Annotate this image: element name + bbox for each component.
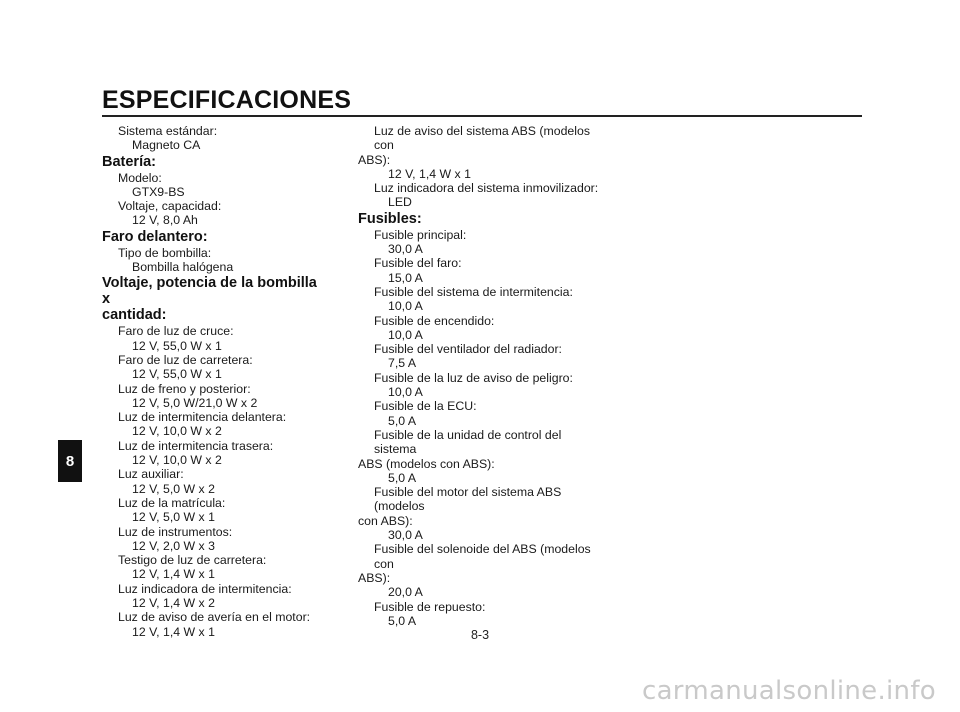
list-item <box>358 371 602 400</box>
spec-label: Fusible del sistema de intermitencia: <box>374 284 573 299</box>
spec-value: 20,0 A <box>388 585 423 600</box>
spec-value: 12 V, 5,0 W x 2 <box>132 481 215 496</box>
list-item <box>102 382 324 411</box>
spec-label: Fusible de la luz de aviso de peligro: <box>374 370 573 385</box>
list-item <box>102 582 324 611</box>
list-item <box>102 496 324 525</box>
list-item <box>102 353 324 382</box>
spec-value: 12 V, 1,4 W x 1 <box>388 166 471 181</box>
bulb-list <box>102 324 324 639</box>
list-item <box>358 342 602 371</box>
spec-value: 12 V, 5,0 W/21,0 W x 2 <box>132 395 258 410</box>
spec-value: 10,0 A <box>388 299 423 314</box>
spec-value: 7,5 A <box>388 356 417 371</box>
list-item <box>358 485 602 542</box>
spec-label: Fusible de la ECU: <box>374 399 477 414</box>
section-heading-line: cantidad: <box>102 307 167 324</box>
spec-label: Sistema estándar: <box>118 124 218 138</box>
list-item <box>358 542 602 599</box>
spec-label: Fusible de la unidad de control del sistema <box>374 427 562 457</box>
list-item <box>102 553 324 582</box>
spec-value: 5,0 A <box>388 470 417 485</box>
spec-value: 10,0 A <box>388 327 423 342</box>
spec-label: Luz de la matrícula: <box>118 495 226 510</box>
section-heading-fusibles: Fusibles: <box>358 210 422 227</box>
spec-label: Luz de aviso del sistema ABS (modelos con <box>374 124 590 153</box>
list-item <box>358 181 602 210</box>
spec-label-continuation: ABS): <box>358 152 391 167</box>
fuse-list <box>358 228 602 428</box>
spec-label: Luz de freno y posterior: <box>118 381 251 396</box>
left-column <box>102 124 324 639</box>
spec-label: Fusible del faro: <box>374 256 462 271</box>
list-item <box>102 467 324 496</box>
list-item <box>358 124 602 181</box>
spec-value: 5,0 A <box>388 413 417 428</box>
spec-label: Faro de luz de carretera: <box>118 352 253 367</box>
spec-label: Fusible del motor del sistema ABS (modelos <box>374 485 562 514</box>
spec-label: Luz de aviso de avería en el motor: <box>118 610 311 625</box>
list-item <box>358 256 602 285</box>
spec-value: Magneto CA <box>132 138 201 153</box>
spec-label-continuation: ABS): <box>358 570 391 585</box>
section-heading-line: Voltaje, potencia de la bombilla x <box>102 275 317 308</box>
right-column <box>358 124 602 628</box>
spec-value: 12 V, 55,0 W x 1 <box>132 367 222 382</box>
spec-value: 12 V, 2,0 W x 3 <box>132 538 215 553</box>
spec-label-continuation: con ABS): <box>358 513 413 528</box>
spec-label: Fusible del solenoide del ABS (modelos con <box>374 542 591 571</box>
spec-label-continuation: ABS (modelos con ABS): <box>358 456 495 471</box>
spec-value: 30,0 A <box>388 242 423 257</box>
list-item <box>358 600 602 629</box>
spec-label: Luz de instrumentos: <box>118 524 233 539</box>
list-item <box>358 399 602 428</box>
spec-value: 12 V, 8,0 Ah <box>132 213 198 228</box>
watermark: carmanualsonline.info <box>641 676 936 706</box>
list-item <box>102 439 324 468</box>
spec-label: Tipo de bombilla: <box>118 245 212 260</box>
spec-label: Luz indicadora de intermitencia: <box>118 581 292 596</box>
list-item <box>358 314 602 343</box>
spec-label: Luz de intermitencia trasera: <box>118 438 274 453</box>
spec-label: Fusible del ventilador del radiador: <box>374 342 562 357</box>
page-number: 8-3 <box>470 628 490 642</box>
spec-label: Fusible de encendido: <box>374 313 495 328</box>
spec-value: 12 V, 1,4 W x 2 <box>132 596 215 611</box>
spec-label: Luz indicadora del sistema inmovilizador: <box>374 181 599 196</box>
spec-value: 12 V, 5,0 W x 1 <box>132 510 215 525</box>
spec-value: 12 V, 1,4 W x 1 <box>132 624 215 639</box>
spec-value: 5,0 A <box>388 613 417 628</box>
spec-value: GTX9-BS <box>132 184 185 199</box>
section-heading-faro: Faro delantero: <box>102 228 208 245</box>
spec-label: Luz auxiliar: <box>118 467 184 482</box>
list-item <box>102 410 324 439</box>
spec-label: Modelo: <box>118 170 162 185</box>
spec-label: Faro de luz de cruce: <box>118 324 234 339</box>
spec-label: Testigo de luz de carretera: <box>118 553 267 568</box>
chapter-tab: 8 <box>58 440 82 482</box>
spec-value: 15,0 A <box>388 270 423 285</box>
spec-label: Voltaje, capacidad: <box>118 199 222 214</box>
spec-value: LED <box>388 195 412 210</box>
list-item <box>358 428 602 485</box>
spec-value: 12 V, 10,0 W x 2 <box>132 424 222 439</box>
list-item <box>102 525 324 554</box>
section-heading-bateria: Batería: <box>102 153 156 170</box>
list-item <box>102 324 324 353</box>
list-item <box>358 228 602 257</box>
spec-value: 12 V, 55,0 W x 1 <box>132 338 222 353</box>
spec-value: 30,0 A <box>388 528 423 543</box>
list-item <box>358 285 602 314</box>
section-heading-voltaje <box>102 275 324 323</box>
spec-label: Fusible de repuesto: <box>374 599 486 614</box>
spec-value: 10,0 A <box>388 385 423 400</box>
spec-value: Bombilla halógena <box>132 260 234 275</box>
spec-label: Fusible principal: <box>374 227 467 242</box>
title-divider <box>102 115 862 117</box>
spec-label: Luz de intermitencia delantera: <box>118 410 287 425</box>
spec-value: 12 V, 1,4 W x 1 <box>132 567 215 582</box>
spec-value: 12 V, 10,0 W x 2 <box>132 453 222 468</box>
page-title: ESPECIFICACIONES <box>102 86 352 114</box>
